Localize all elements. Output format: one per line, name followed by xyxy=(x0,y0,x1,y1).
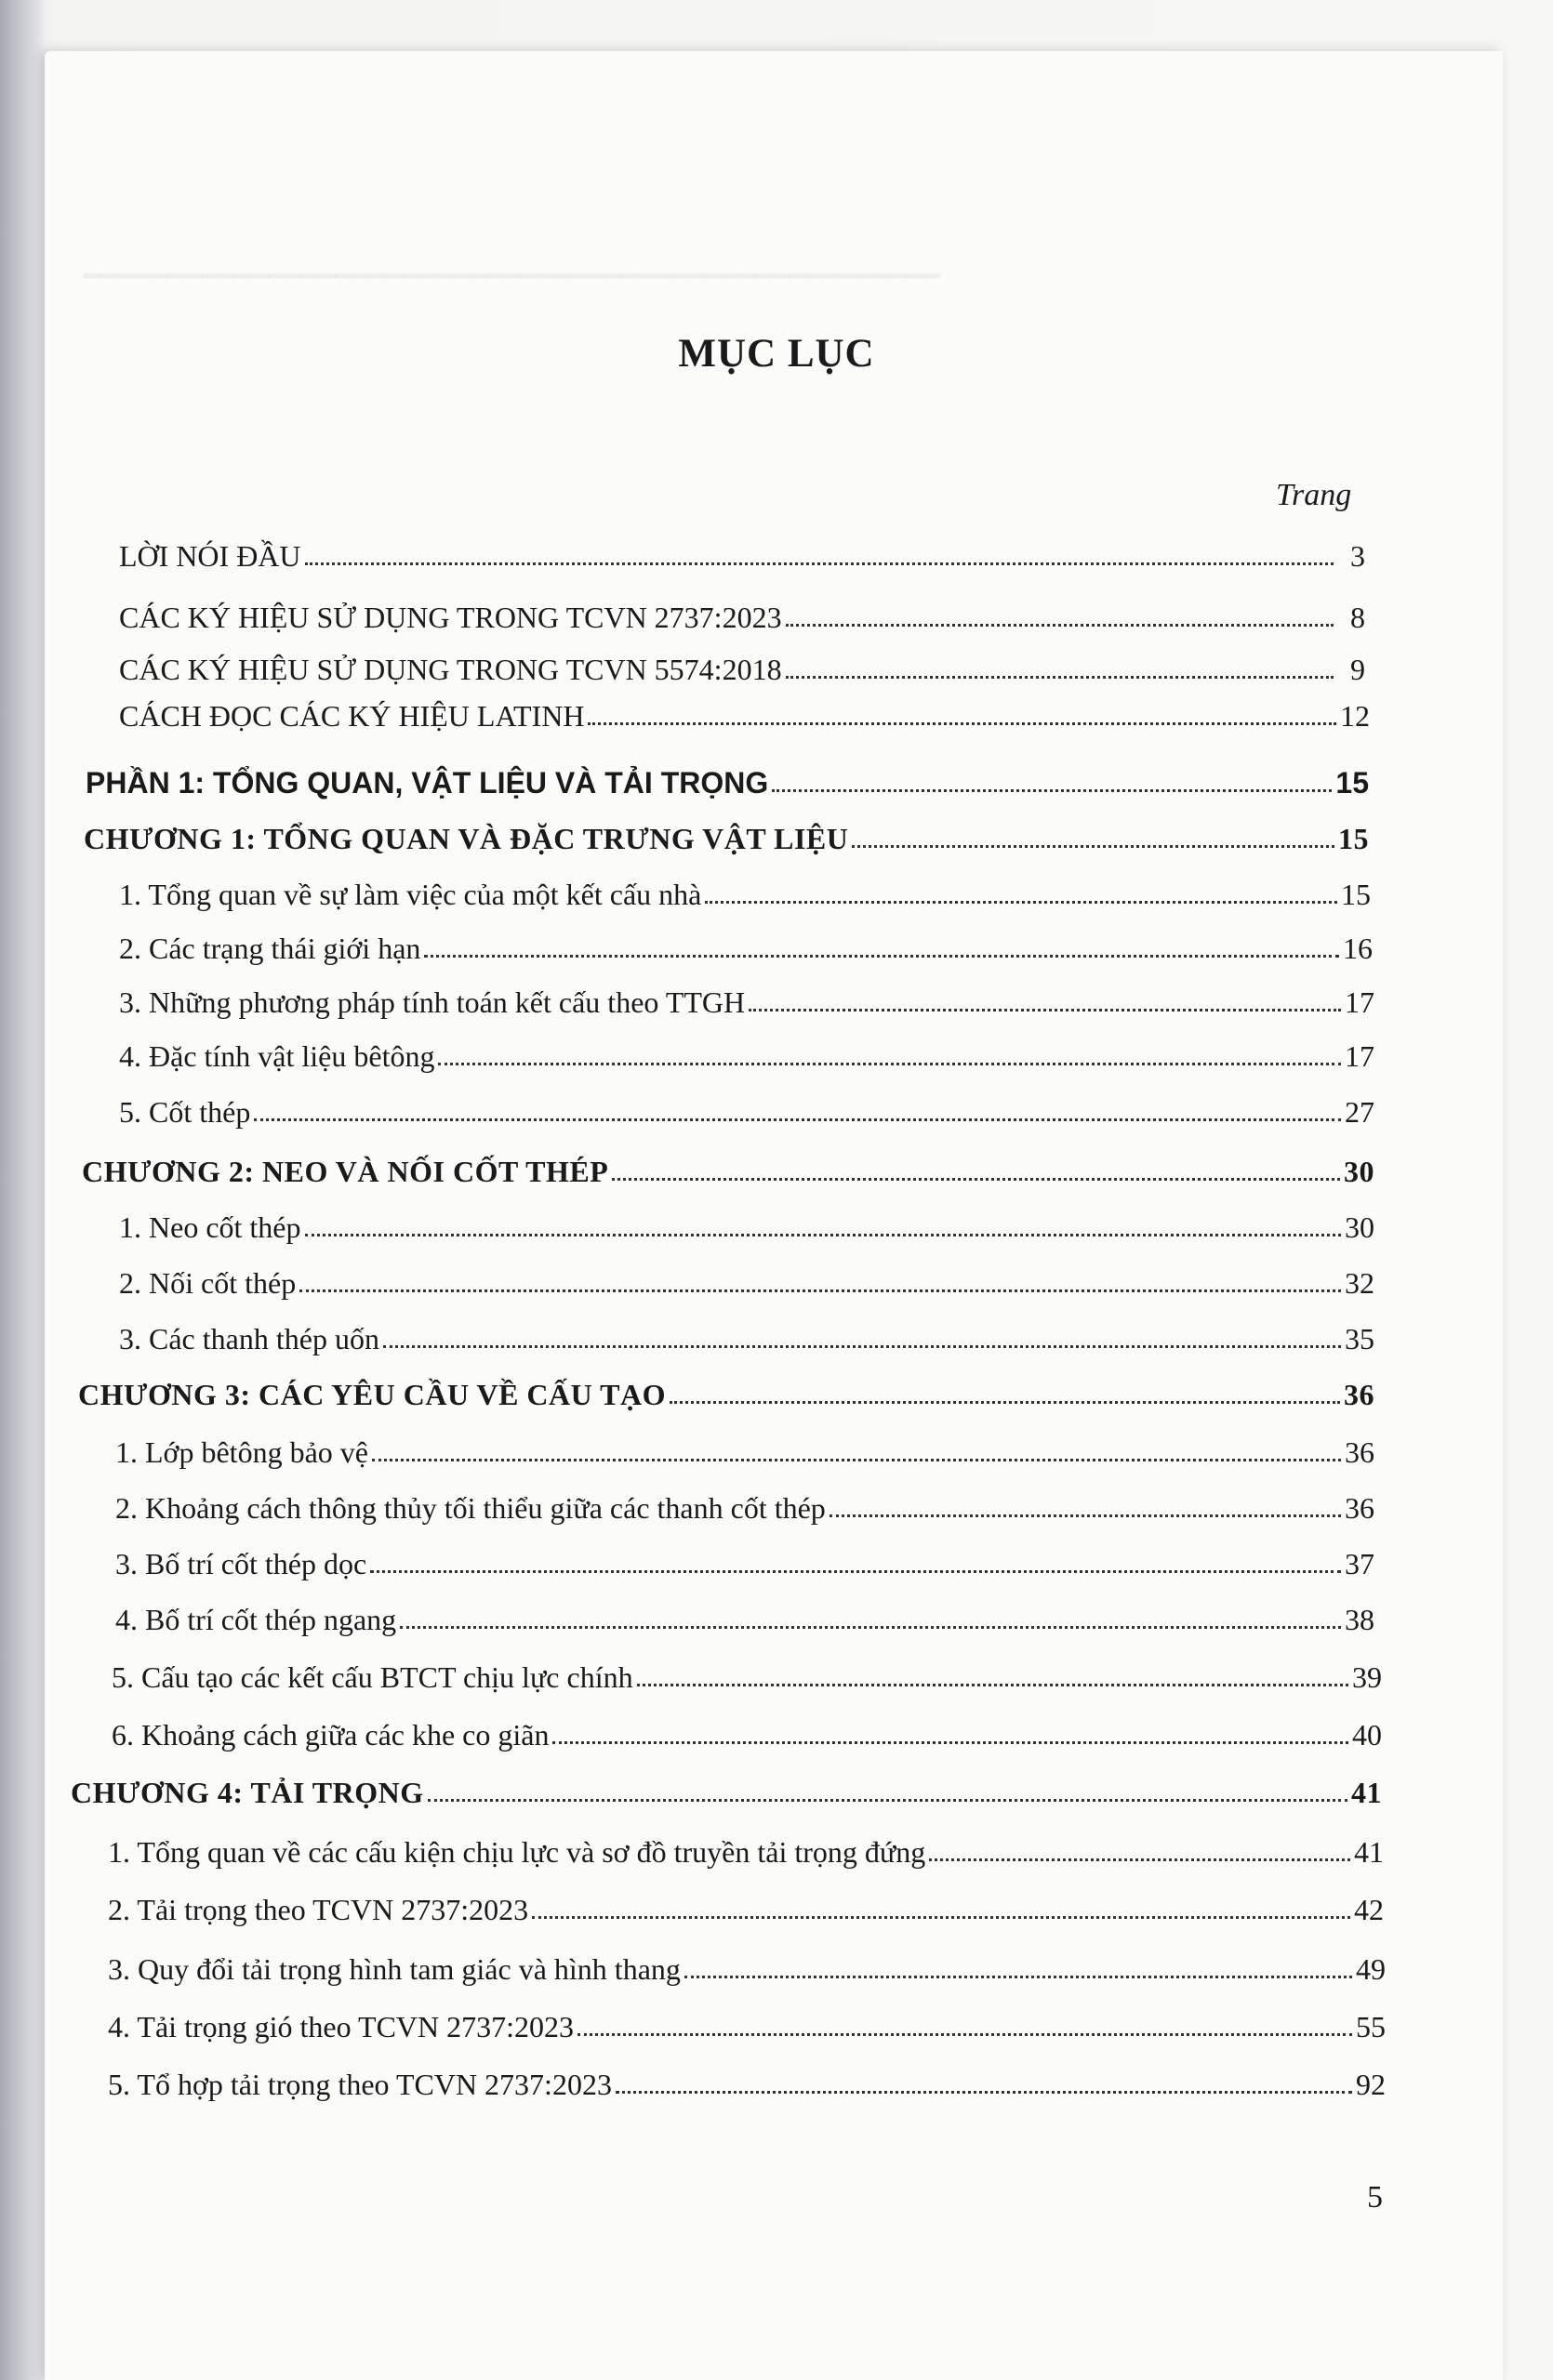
toc-part[interactable] xyxy=(86,760,1369,803)
toc-page: 38 xyxy=(1345,1603,1374,1636)
toc-leader xyxy=(612,1178,1340,1181)
toc-leader xyxy=(705,901,1337,904)
toc-entry[interactable] xyxy=(108,1947,1386,1990)
toc-label: 1. Tổng quan về sự làm việc của một kết cấu nhà xyxy=(119,878,702,911)
toc-leader xyxy=(428,1799,1347,1802)
page-title: MỤC LỤC xyxy=(678,332,875,376)
toc-page: 41 xyxy=(1351,1776,1382,1809)
toc-label: 2. Các trạng thái giới hạn xyxy=(119,932,421,965)
toc-label: PHẦN 1: TỔNG QUAN, VẬT LIỆU VÀ TẢI TRỌNG xyxy=(86,766,769,800)
toc-page: 17 xyxy=(1345,985,1374,1019)
toc-entry[interactable] xyxy=(119,694,1370,736)
toc-leader xyxy=(670,1401,1340,1404)
toc-leader xyxy=(372,1459,1341,1461)
toc-page: 40 xyxy=(1352,1718,1382,1752)
toc-leader xyxy=(370,1570,1341,1573)
bleed-through: ━━━━━━━━━━━━━━━━━━━━━━━━━━━━━━━━━━━━━━━━━━━━━━━━━━━ xyxy=(84,261,941,292)
toc-chapter[interactable] xyxy=(82,1149,1374,1192)
toc-leader xyxy=(786,624,1334,627)
toc-leader xyxy=(772,789,1332,792)
toc-page: 36 xyxy=(1344,1378,1374,1411)
toc-label: LỜI NÓI ĐẦU xyxy=(119,539,301,573)
toc-leader xyxy=(532,1916,1350,1919)
toc-page: 8 xyxy=(1350,601,1365,634)
toc-label: 2. Nối cốt thép xyxy=(119,1266,297,1300)
toc-page: 37 xyxy=(1345,1547,1374,1580)
toc-entry[interactable] xyxy=(108,1887,1384,1930)
toc-leader xyxy=(786,676,1334,679)
toc-label: 2. Khoảng cách thông thủy tối thiểu giữa các thanh cốt thép xyxy=(115,1491,826,1525)
toc-page: 41 xyxy=(1354,1835,1384,1869)
toc-entry[interactable] xyxy=(119,1316,1374,1359)
toc-page: 3 xyxy=(1350,539,1365,573)
toc-leader xyxy=(929,1858,1350,1861)
toc-entry[interactable] xyxy=(115,1486,1374,1528)
toc-entry[interactable] xyxy=(108,1830,1384,1872)
toc-leader xyxy=(299,1289,1341,1292)
toc-page: 30 xyxy=(1345,1210,1374,1244)
toc-label: 1. Lớp bêtông bảo vệ xyxy=(115,1435,368,1469)
toc-label: 4. Bố trí cốt thép ngang xyxy=(115,1603,397,1636)
toc-page: 17 xyxy=(1345,1039,1374,1073)
toc-label: CÁC KÝ HIỆU SỬ DỤNG TRONG TCVN 5574:2018 xyxy=(119,653,782,686)
toc-leader xyxy=(305,562,1334,565)
toc-leader xyxy=(400,1626,1341,1629)
toc-entry[interactable] xyxy=(119,1261,1374,1303)
toc-page: 30 xyxy=(1344,1155,1374,1188)
toc-label: 1. Neo cốt thép xyxy=(119,1210,301,1244)
toc-leader xyxy=(254,1118,1341,1121)
page-number: 5 xyxy=(1367,2180,1383,2215)
toc-entry[interactable] xyxy=(119,595,1365,638)
toc-label: 5. Tổ hợp tải trọng theo TCVN 2737:2023 xyxy=(108,2068,612,2101)
toc-chapter[interactable] xyxy=(78,1372,1374,1415)
toc-label: CHƯƠNG 1: TỔNG QUAN VÀ ĐẶC TRƯNG VẬT LIỆU xyxy=(84,822,849,855)
toc-chapter[interactable] xyxy=(84,816,1369,859)
toc-leader xyxy=(852,845,1334,848)
toc-entry[interactable] xyxy=(112,1712,1382,1755)
toc-page: 15 xyxy=(1335,766,1369,800)
toc-entry[interactable] xyxy=(108,2062,1386,2105)
toc-label: 3. Các thanh thép uốn xyxy=(119,1322,379,1355)
toc-leader xyxy=(588,722,1336,725)
toc-page: 35 xyxy=(1345,1322,1374,1355)
toc-leader xyxy=(438,1063,1341,1065)
toc-page: 16 xyxy=(1343,932,1373,965)
toc-leader xyxy=(383,1345,1341,1348)
toc-entry[interactable] xyxy=(119,1205,1374,1248)
toc-entry[interactable] xyxy=(119,926,1373,969)
toc-page: 36 xyxy=(1345,1491,1374,1525)
toc-label: 3. Quy đổi tải trọng hình tam giác và hình thang xyxy=(108,1952,681,1986)
toc-label: CÁC KÝ HIỆU SỬ DỤNG TRONG TCVN 2737:2023 xyxy=(119,601,782,634)
toc-label: CHƯƠNG 4: TẢI TRỌNG xyxy=(71,1776,424,1809)
toc-page: 32 xyxy=(1345,1266,1374,1300)
toc-leader xyxy=(616,2091,1352,2094)
toc-entry[interactable] xyxy=(115,1430,1374,1473)
toc-leader xyxy=(305,1234,1342,1236)
toc-label: CHƯƠNG 3: CÁC YÊU CẦU VỀ CẤU TẠO xyxy=(78,1378,667,1411)
toc-label: 4. Đặc tính vật liệu bêtông xyxy=(119,1039,435,1073)
toc-entry[interactable] xyxy=(119,872,1371,915)
toc-page: 55 xyxy=(1356,2010,1386,2043)
toc-entry[interactable] xyxy=(108,2004,1386,2047)
toc-label: CHƯƠNG 2: NEO VÀ NỐI CỐT THÉP xyxy=(82,1155,609,1188)
toc-entry[interactable] xyxy=(119,647,1365,690)
toc-label: 1. Tổng quan về các cấu kiện chịu lực và sơ đồ truyền tải trọng đứng xyxy=(108,1835,926,1869)
toc-page: 15 xyxy=(1341,878,1371,911)
toc-page: 12 xyxy=(1340,699,1370,733)
toc-page: 49 xyxy=(1356,1952,1386,1986)
toc-label: 3. Những phương pháp tính toán kết cấu theo TTGH xyxy=(119,985,746,1019)
toc-page: 9 xyxy=(1350,653,1365,686)
toc-entry[interactable] xyxy=(119,534,1365,576)
toc-leader xyxy=(577,2033,1352,2036)
toc-label: 3. Bố trí cốt thép dọc xyxy=(115,1547,367,1580)
toc-label: 6. Khoảng cách giữa các khe co giãn xyxy=(112,1718,550,1752)
toc-label: 4. Tải trọng gió theo TCVN 2737:2023 xyxy=(108,2010,575,2043)
toc-page: 15 xyxy=(1338,822,1369,855)
toc-leader xyxy=(749,1009,1341,1012)
toc-leader xyxy=(684,1976,1352,1978)
toc-label: 5. Cốt thép xyxy=(119,1095,251,1129)
toc-entry[interactable] xyxy=(115,1597,1374,1640)
toc-leader xyxy=(552,1741,1348,1744)
toc-entry[interactable] xyxy=(119,980,1374,1023)
toc-page: 42 xyxy=(1354,1893,1384,1926)
toc-label: 2. Tải trọng theo TCVN 2737:2023 xyxy=(108,1893,529,1926)
toc-chapter[interactable] xyxy=(71,1770,1382,1813)
toc-page: 92 xyxy=(1356,2068,1386,2101)
toc-entry[interactable] xyxy=(112,1655,1382,1698)
toc-entry[interactable] xyxy=(119,1090,1374,1132)
toc-entry[interactable] xyxy=(119,1034,1374,1077)
toc-entry[interactable] xyxy=(115,1541,1374,1584)
toc-page: 36 xyxy=(1345,1435,1374,1469)
toc-page: 39 xyxy=(1352,1660,1382,1694)
page-column-header: Trang xyxy=(1276,478,1352,512)
toc-leader xyxy=(424,955,1339,958)
toc-leader xyxy=(830,1514,1341,1517)
toc-leader xyxy=(637,1684,1348,1686)
toc-label: CÁCH ĐỌC CÁC KÝ HIỆU LATINH xyxy=(119,699,585,733)
toc-label: 5. Cấu tạo các kết cấu BTCT chịu lực chính xyxy=(112,1660,633,1694)
toc-page: 27 xyxy=(1345,1095,1374,1129)
